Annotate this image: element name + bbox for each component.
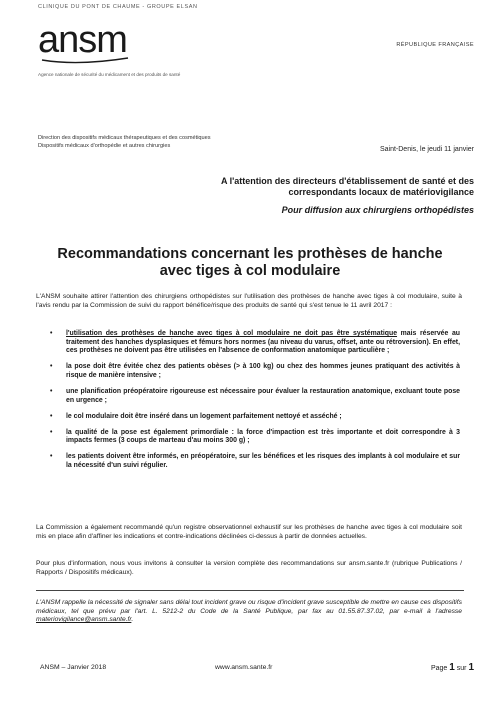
list-item — [50, 388, 460, 405]
attention-line: A l'attention des directeurs d'établissement de santé et des correspondants locaux de matériovigilance — [220, 176, 474, 197]
email-link[interactable]: materiovigilance@ansm.sante.fr — [36, 616, 132, 624]
department-name: Dispositifs médicaux d'orthopédie et autres chirurgies — [38, 143, 171, 149]
bullet-icon: • — [50, 387, 53, 395]
rec-text: mais réservée au traitement des hanches dysplasiques et fémurs hors normes (au niveau du varus, offset, ante ou rétroversion). En effet, ces prothèses ne doivent pas être utilisées en l'absence de conformation anatomique particulière ; — [66, 330, 460, 355]
title-line-2: avec tiges à col modulaire — [159, 263, 341, 279]
rec-text: le col modulaire doit être inséré dans un logement parfaitement nettoyé et asséché ; — [66, 412, 342, 420]
footer-website-link[interactable]: www.ansm.sante.fr — [215, 664, 273, 671]
receipt-stamp: CLINIQUE DU PONT DE CHAUME - GROUPE ELSAN — [38, 4, 198, 10]
logo-subtitle: Agence nationale de sécurité du médicament et des produits de santé — [38, 72, 181, 77]
intro-paragraph: L'ANSM souhaite attirer l'attention des chirurgiens orthopédistes sur l'utilisation des prothèses de hanche avec tiges à col modulaire, suite à l'avis rendu par la Commission de suivi du rapport bénéfice/risque des produits de santé qui s'est tenue le 11 avril 2017 : — [36, 293, 462, 309]
more-info-paragraph: Pour plus d'information, nous vous invitons à consulter la version complète des recommandations sur ansm.sante.fr (rubrique Publications / Rapports / Dispositifs médicaux). — [36, 560, 462, 576]
bullet-icon: • — [50, 428, 53, 436]
registry-paragraph: La Commission a également recommandé qu'un registre observationnel exhaustif sur les prothèses de hanche avec tiges à col modulaire soit mis en place afin d'affiner les indications et contre-indications déclinées ci-dessus à partir de données actuelles. — [36, 524, 462, 540]
diffusion-line: Pour diffusion aux chirurgiens orthopédistes — [281, 205, 474, 215]
reminder-text: L'ANSM rappelle la nécessité de signaler sans délai tout incident grave ou risque d'incident grave susceptible de mettre en cause ces dispositifs médicaux, tel que prévu par l'art. L. 5212-2 du Code de la Santé Publique, par fax au 01.55.87.37.02, par e-mail à l'adresse — [36, 599, 462, 615]
page-current: 1 — [449, 662, 455, 673]
list-item — [50, 429, 460, 446]
bullet-icon: • — [50, 363, 53, 371]
document-title — [40, 246, 460, 280]
footer-date: ANSM – Janvier 2018 — [40, 664, 107, 671]
list-item — [50, 363, 460, 380]
separator-rule — [36, 590, 464, 591]
list-item — [50, 413, 460, 422]
bullet-icon: • — [50, 412, 53, 420]
bullet-icon: • — [50, 330, 53, 337]
list-item — [50, 330, 460, 356]
rec-underlined: l'utilisation des prothèses de hanche avec tiges à col modulaire ne doit pas être systématique — [66, 330, 398, 337]
ansm-logo — [38, 14, 158, 70]
page-sep: sur — [454, 665, 469, 672]
direction-name: Direction des dispositifs médicaux thérapeutiques et des cosmétiques — [38, 135, 211, 141]
page-number — [431, 662, 474, 673]
list-item — [50, 453, 460, 470]
reminder-end: . — [131, 616, 134, 624]
rec-text: les patients doivent être informés, en préopératoire, sur les bénéfices et les risques des implants à col modulaire et sur la nécessité d'un suivi régulier. — [66, 453, 460, 470]
page-prefix: Page — [430, 665, 450, 672]
reporting-reminder — [36, 599, 462, 625]
rec-text: la pose doit être évitée chez des patients obèses (> à 100 kg) ou chez des hommes jeunes pratiquant des activités à risque de manière intensive ; — [66, 363, 460, 379]
recommendations-list — [50, 330, 460, 478]
republic-label: RÉPUBLIQUE FRANÇAISE — [396, 42, 474, 48]
rec-text: la qualité de la pose est également primordiale : la force d'impaction est très importante et doit correspondre à 3 impacts fermes (3 coups de marteau d'au moins 300 g) ; — [66, 428, 460, 445]
bullet-icon: • — [50, 453, 53, 461]
title-line-1: Recommandations concernant les prothèses de hanche — [57, 246, 443, 262]
direction-block — [38, 134, 298, 150]
svg-text:ansm: ansm — [38, 19, 127, 61]
page-total: 1 — [468, 662, 474, 673]
place-date: Saint-Denis, le jeudi 11 janvier — [379, 146, 474, 153]
rec-text: une planification préopératoire rigoureuse est nécessaire pour évaluer la restauration anatomique, excluant toute pose en urgence ; — [66, 387, 460, 404]
